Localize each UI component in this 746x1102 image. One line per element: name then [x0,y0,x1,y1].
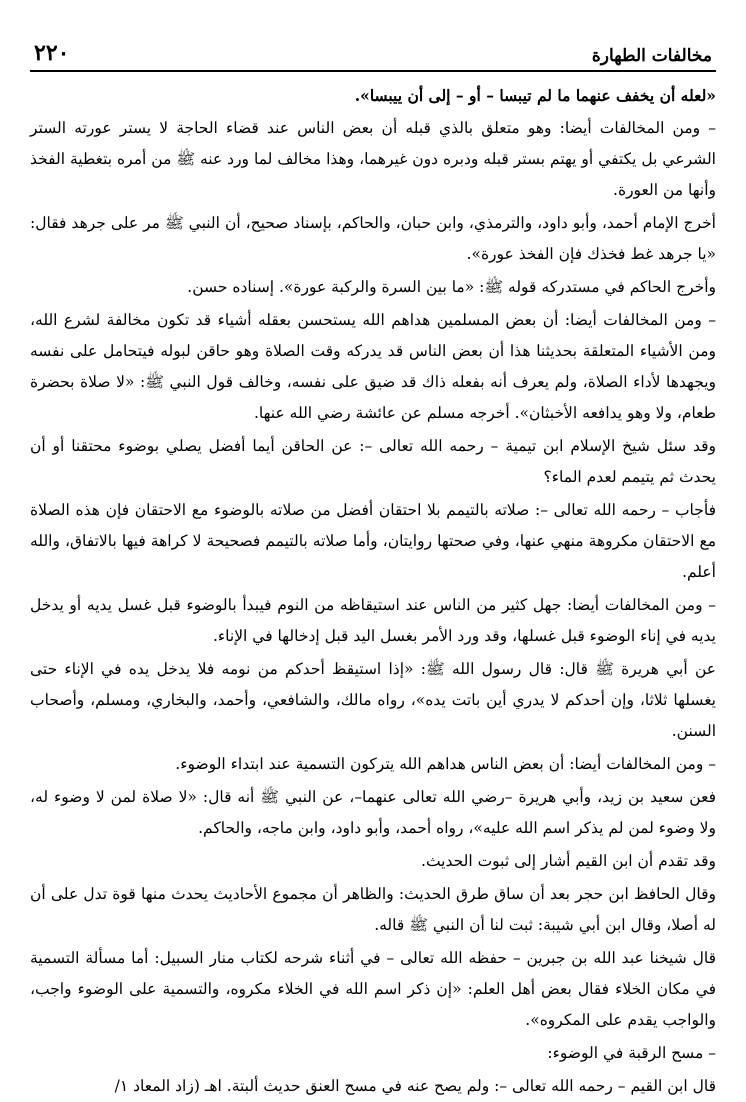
paragraph: – ومن المخالفات أيضا: أن بعض الناس هداهم الله يتركون التسمية عند ابتداء الوضوء. [175,755,716,773]
paragraph: – ومن المخالفات أيضا: جهل كثير من الناس عند استيقاظه من النوم فيبدأ بالوضوء قبل غسل يديه أو يدخل يديه في إناء الوضوء قبل غسلها، وقد ورد الأمر بغسل اليد قبل إدخالها في الإناء. [30,596,716,645]
body-text [30,80,716,1102]
paragraph: وقال الحافظ ابن حجر بعد أن ساق طرق الحديث: والظاهر أن مجموع الأحاديث يحدث منها قوة تدل على أن له أصلا، وقال ابن أبي شيبة: ثبت لنا أن النبي ﷺ قاله. [30,885,716,934]
running-title: مخالفات الطهارة [591,46,712,66]
paragraph: وقد سئل شيخ الإسلام ابن تيمية – رحمه الله تعالى –: عن الحاقن أيما أفضل يصلي بوضوء محتقنا أو أن يحدث ثم يتيمم لعدم الماء؟ [30,437,716,486]
paragraph: قال ابن القيم – رحمه الله تعالى –: ولم يصح عنه في مسح العنق حديث ألبتة. اهـ (زاد المعاد ١/ [114,1077,716,1095]
paragraph: قال شيخنا عبد الله بن جبرين – حفظه الله تعالى – في أثناء شرحه لكتاب منار السبيل: أما مسألة التسمية في مكان الخلاء فقال بعض أهل العلم: «إن ذكر اسم الله في الخلاء مكروه، والتسمية على الوضوء واجب، والواجب يقدم على المكروه». [30,949,716,1029]
paragraph: أخرج الإمام أحمد، وأبو داود، والترمذي، وابن حبان، والحاكم، بإسناد صحيح، أن النبي ﷺ مر على جرهد فقال: «يا جرهد غط فخذك فإن الفخذ عورة». [30,214,716,263]
paragraph: وقد تقدم أن ابن القيم أشار إلى ثبوت الحديث. [421,852,716,870]
paragraph: «لعله أن يخفف عنهما ما لم تيبسا – أو – إلى أن ييبسا». [354,86,716,105]
paragraph: وأخرج الحاكم في مستدركه قوله ﷺ: «ما بين السرة والركبة عورة». إسناده حسن. [187,278,716,296]
page-header [30,30,716,72]
page-number: ٢٢٠ [34,40,70,66]
section-heading: – مسح الرقبة في الوضوء: [547,1044,716,1062]
paragraph: فعن سعيد بن زيد، وأبي هريرة –رضي الله تعالى عنهما–، عن النبي ﷺ أنه قال: «لا صلاة لمن لا وضوء له، ولا وضوء لمن لم يذكر اسم الله عليه»، رواه أحمد، وأبو داود، وابن ماجه، والحاكم. [30,788,716,837]
paragraph: – ومن المخالفات أيضا: أن بعض المسلمين هداهم الله يستحسن بعقله أشياء قد تكون مخالفة لشرع الله، ومن الأشياء المتعلقة بحديثنا هذا أن بعض الناس قد يدركه وقت الصلاة وهو حاقن لبوله فيتحامل على نفسه ويجهدها لأداء الصلاة، ولم يعرف أنه بفعله ذاك قد ضيق على نفسه، وخالف قول النبي ﷺ: «لا صلاة بحضرة طعام، ولا وهو يدافعه الأخبثان». أخرجه مسلم عن عائشة رضي الله عنها. [30,311,716,422]
paragraph: – ومن المخالفات أيضا: وهو متعلق بالذي قبله أن بعض الناس عند قضاء الحاجة لا يستر عورته الستر الشرعي بل يكتفي أو يهتم بستر قبله ودبره دون غيرهما، وهذا مخالف لما ورد عنه ﷺ من أمره بتغطية الفخذ وأنها من العورة. [30,119,716,199]
paragraph: عن أبي هريرة ﷺ قال: قال رسول الله ﷺ: «إذا استيقظ أحدكم من نومه فلا يدخل يده في الإناء حتى يغسلها ثلاثا، وإن أحدكم لا يدري أين باتت يده»، رواه مالك، والشافعي، وأحمد، والبخاري، ومسلم، وأصحاب السنن. [30,660,716,740]
paragraph: فأجاب – رحمه الله تعالى –: صلاته بالتيمم بلا احتقان أفضل من صلاته بالوضوء مع الاحتقان فإن هذه الصلاة مع الاحتقان مكروهة منهي عنها، وفي صحتها روايتان، وأما صلاته بالتيمم فصحيحة لا كراهة فيها بالاتفاق، والله أعلم. [30,501,716,581]
